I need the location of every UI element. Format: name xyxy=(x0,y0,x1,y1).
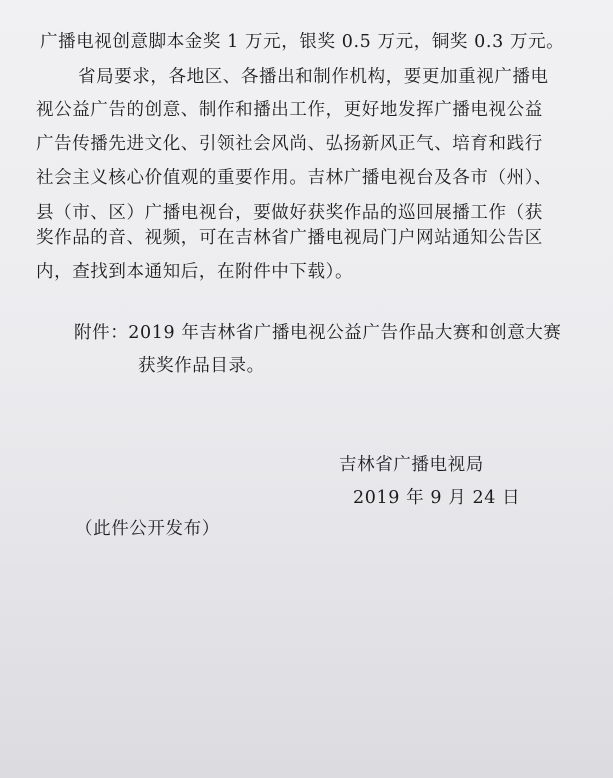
publication-note: （此件公开发布） xyxy=(75,519,220,539)
attachment-line-2: 获奖作品目录。 xyxy=(138,356,265,376)
signature-organization: 吉林省广播电视局 xyxy=(339,455,484,475)
body-line-5: 社会主义核心价值观的重要作用。吉林广播电视台及各市（州）、 xyxy=(36,168,553,188)
body-line-8: 内，查找到本通知后，在附件中下载）。 xyxy=(36,262,354,282)
body-line-3: 视公益广告的创意、制作和播出工作，更好地发挥广播电视公益 xyxy=(36,100,543,120)
body-line-7: 奖作品的音、视频，可在吉林省广播电视局门户网站通知公告区 xyxy=(36,228,543,248)
attachment-line-1: 附件：2019 年吉林省广播电视公益广告作品大赛和创意大赛 xyxy=(74,323,562,343)
body-line-6: 县（市、区）广播电视台，要做好获奖作品的巡回展播工作（获 xyxy=(36,203,543,223)
body-line-1: 广播电视创意脚本金奖 1 万元，银奖 0.5 万元，铜奖 0.3 万元。 xyxy=(40,32,565,52)
body-line-2: 省局要求，各地区、各播出和制作机构，要更加重视广播电 xyxy=(78,67,549,87)
body-line-4: 广告传播先进文化、引领社会风尚、弘扬新风正气、培育和践行 xyxy=(36,134,543,154)
signature-date: 2019 年 9 月 24 日 xyxy=(353,488,521,508)
